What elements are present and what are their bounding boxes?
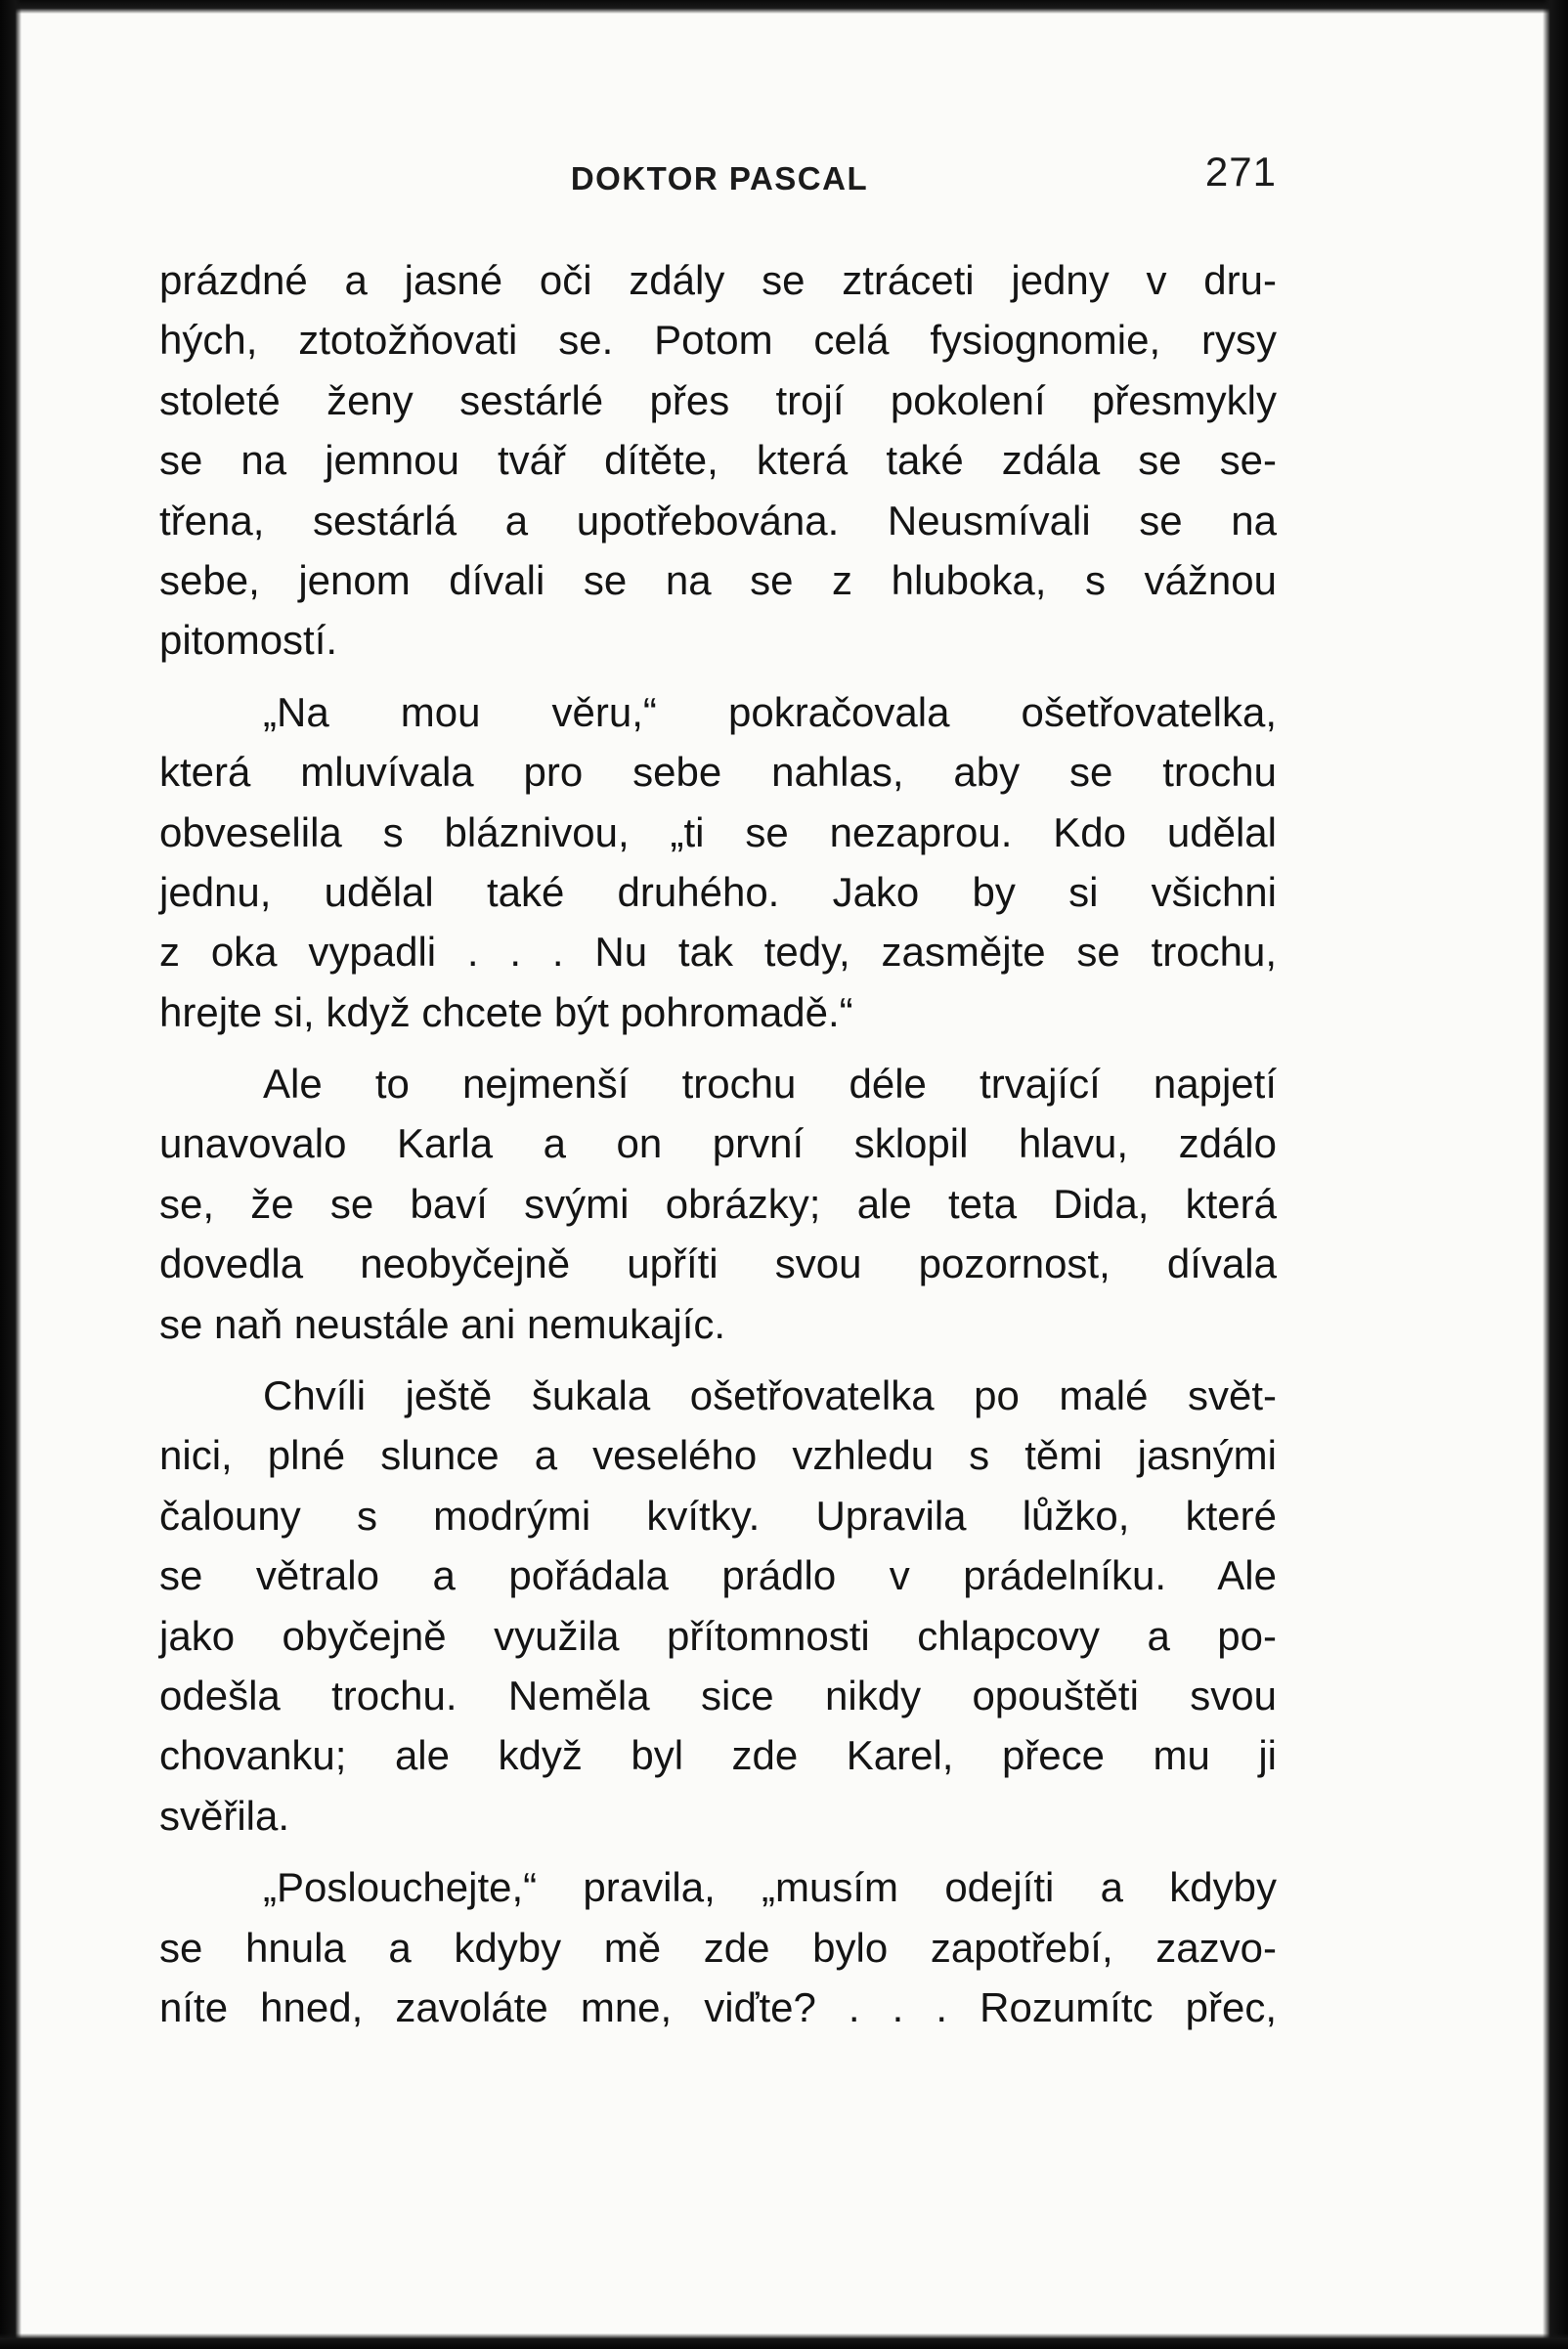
text-line: čalouny s modrými kvítky. Upravila lůžko, které	[159, 1492, 1277, 1539]
page-number: 271	[1204, 149, 1277, 195]
text-line: třena, sestárlá a upotřebována. Neusmívali se na	[159, 497, 1277, 544]
text-line: Chvíli ještě šukala ošetřovatelka po malé svět-	[263, 1372, 1277, 1419]
text-line: se naň neustále ani nemukajíc.	[159, 1300, 726, 1347]
text-line: pitomostí.	[159, 617, 338, 664]
text-line: se hnula a kdyby mě zde bylo zapotřebí, zazvo-	[159, 1924, 1277, 1971]
scan-border-bottom	[0, 2333, 1568, 2349]
text-line: obveselila s bláznivou, „ti se nezaprou. Kdo udělal	[159, 808, 1277, 855]
text-line: jednu, udělal také druhého. Jako by si všichni	[159, 868, 1277, 915]
text-line: unavovalo Karla a on první sklopil hlavu, zdálo	[159, 1120, 1277, 1167]
text-line: „Na mou věru,“ pokračovala ošetřovatelka,	[263, 688, 1277, 735]
text-line: dovedla neobyčejně upříti svou pozornost, dívala	[159, 1240, 1277, 1287]
text-line: z oka vypadli . . . Nu tak tedy, zasmějte se trochu,	[159, 929, 1277, 976]
scan-border-top	[0, 0, 1568, 14]
paragraph	[159, 1054, 1277, 1354]
paragraph	[159, 1857, 1277, 2037]
text-line: jako obyčejně využila přítomnosti chlapcovy a po-	[159, 1612, 1277, 1659]
paragraph	[159, 250, 1277, 671]
text-line: hých, ztotožňovati se. Potom celá fysiognomie, rysy	[159, 317, 1277, 364]
text-line: svěřila.	[159, 1792, 290, 1839]
text-line: se větralo a pořádala prádlo v prádelníku. Ale	[159, 1552, 1277, 1599]
text-line: se, že se baví svými obrázky; ale teta Dida, která	[159, 1180, 1277, 1227]
text-line: nici, plné slunce a veselého vzhledu s těmi jasnými	[159, 1432, 1277, 1479]
text-line: „Poslouchejte,“ pravila, „musím odejíti a kdyby	[263, 1864, 1277, 1911]
text-line: prázdné a jasné oči zdály se ztráceti jedny v dru-	[159, 257, 1277, 303]
text-line: se na jemnou tvář dítěte, která také zdála se se-	[159, 437, 1277, 484]
text-line: stoleté ženy sestárlé přes trojí pokolení přesmykly	[159, 376, 1277, 423]
paragraph	[159, 682, 1277, 1042]
text-line: chovanku; ale když byl zde Karel, přece mu ji	[159, 1732, 1277, 1779]
text-line: sebe, jenom dívali se na se z hluboka, s vážnou	[159, 556, 1277, 603]
text-line: která mluvívala pro sebe nahlas, aby se trochu	[159, 749, 1277, 796]
text-line: Ale to nejmenší trochu déle trvající napjetí	[263, 1061, 1277, 1108]
body-text	[159, 250, 1277, 2037]
text-line: níte hned, zavoláte mne, viďte? . . . Rozumítc přec,	[159, 1983, 1277, 2030]
paragraph	[159, 1366, 1277, 1846]
page-header	[162, 149, 1277, 207]
scan-border-left	[0, 0, 22, 2349]
text-line: odešla trochu. Neměla sice nikdy opouštěti svou	[159, 1672, 1277, 1718]
scan-border-right	[1543, 0, 1568, 2349]
running-title: DOKTOR PASCAL	[570, 160, 869, 196]
text-line: hrejte si, když chcete být pohromadě.“	[159, 988, 853, 1035]
